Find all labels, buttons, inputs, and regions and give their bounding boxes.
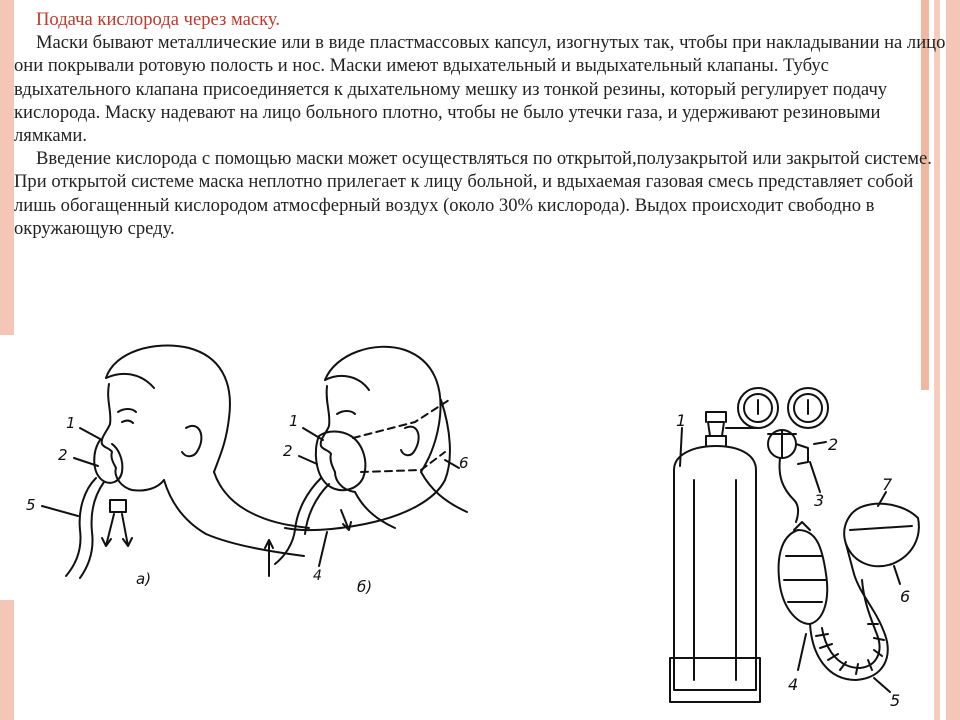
cylinder-valve xyxy=(706,412,726,446)
label-c-1: 1 xyxy=(676,411,687,430)
head-outline-b xyxy=(325,347,441,472)
label-c-6: 6 xyxy=(900,587,911,606)
figure-c-oxygen-apparatus xyxy=(650,380,930,715)
corrugated-hose xyxy=(810,574,888,680)
label-c-5: 5 xyxy=(890,691,901,710)
slide-text xyxy=(14,8,950,240)
mask-strap-upper-b xyxy=(353,400,449,438)
breathing-bag xyxy=(779,530,828,624)
label-b-2: 2 xyxy=(283,442,293,460)
corrugated-tube-b xyxy=(275,478,321,564)
label-a-2: 2 xyxy=(58,446,68,464)
hairline-a xyxy=(106,374,154,388)
slide-title: Подача кислорода через маску. xyxy=(36,9,281,30)
thin-tube xyxy=(780,458,798,522)
mask-a xyxy=(94,440,122,483)
caption-b: б) xyxy=(357,578,373,596)
mask-strap-lower-b xyxy=(361,452,445,472)
valve-a xyxy=(110,500,126,512)
hairline-b xyxy=(325,376,369,390)
left-accent-stripe-lower xyxy=(0,600,14,720)
face-profile-a xyxy=(102,384,164,491)
cylinder-base xyxy=(670,658,760,702)
ear-b xyxy=(401,427,419,456)
label-b-4: 4 xyxy=(313,568,322,584)
neck-back-b xyxy=(421,472,467,512)
label-b-6: 6 xyxy=(459,454,469,472)
brow-b xyxy=(337,411,355,414)
label-a-5: 5 xyxy=(26,496,36,514)
eye-a xyxy=(122,421,133,423)
label-c-4: 4 xyxy=(788,675,799,694)
label-b-1: 1 xyxy=(289,412,299,430)
label-c-7: 7 xyxy=(882,475,893,494)
ear-a xyxy=(182,426,201,456)
left-accent-stripe xyxy=(0,0,14,335)
label-c-2: 2 xyxy=(828,435,839,454)
flow-arrow-a1 xyxy=(102,514,114,546)
brow-a xyxy=(118,409,136,412)
flow-arrow-a2 xyxy=(122,514,132,546)
figure-b-mask-closed-system xyxy=(245,340,495,610)
flow-arrow-b1 xyxy=(265,540,273,576)
label-c-3: 3 xyxy=(814,491,825,510)
oxygen-cylinder xyxy=(674,446,756,690)
label-a-1: 1 xyxy=(66,414,76,432)
paragraph-mask-description: Маски бывают металлические или в виде пластмассовых капсул, изогнутых так, чтобы при накладывании на лицо они покрывали ротовую полость и нос. Маски имеют вдыхательный и выдыхательный клапаны. Тубус вдыхательного клапана присоединяется к дыхательному мешку из тонкой резины, который регулирует подачу кислорода. Маску надевают на лицо больного плотно, чтобы не было утечки газа, и удерживают резиновыми лямками. xyxy=(14,32,946,147)
paragraph-oxygen-systems: Введение кислорода с помощью маски может осуществляться по открытой,полузакрытой или закрытой системе. При открытой системе маска неплотно прилегает к лицу больной, и вдыхаемая газовая смесь представляет собой лишь обогащенный кислородом атмосферный воздух (около 30% кислорода). Выдох происходит свободно в окружающую среду. xyxy=(14,148,932,239)
caption-a: а) xyxy=(136,570,152,588)
face-mask xyxy=(844,504,919,567)
face-profile-b xyxy=(321,386,355,492)
